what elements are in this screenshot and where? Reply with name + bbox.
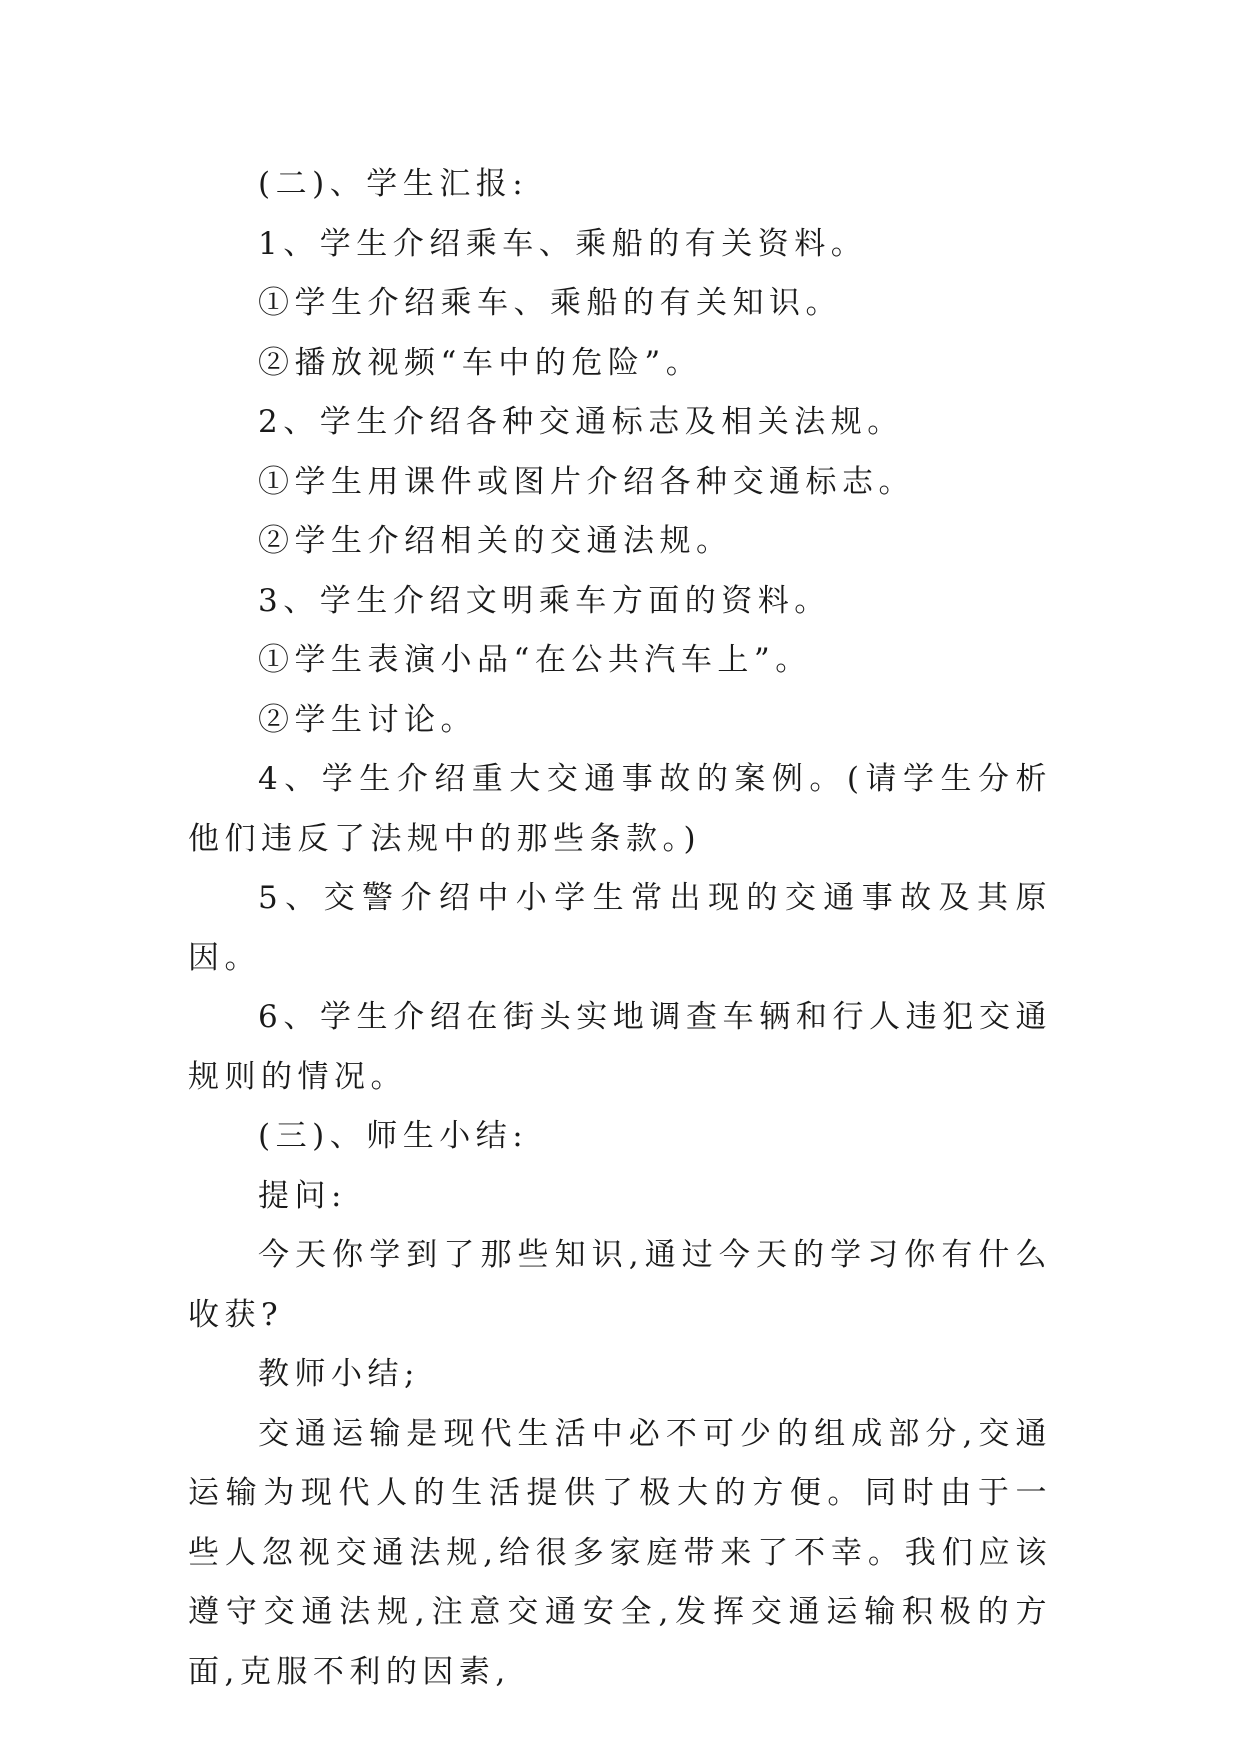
list-item: 3、学生介绍文明乘车方面的资料。: [258, 582, 831, 619]
list-item: 2、学生介绍各种交通标志及相关法规。: [258, 404, 904, 440]
section-heading-summary: (三)、师生小结:: [258, 1118, 529, 1154]
question-text: 今天你学到了那些知识,通过今天的学习你有什么收获?: [188, 1237, 1052, 1333]
list-item: ②播放视频“车中的危险”。: [258, 344, 703, 381]
list-item: 6、学生介绍在街头实地调查车辆和行人违犯交通规则的情况。: [188, 999, 1052, 1095]
list-item: ①学生用课件或图片介绍各种交通标志。: [258, 463, 915, 500]
list-item: 4、学生介绍重大交通事故的案例。(请学生分析他们违反了法规中的那些条款。): [188, 761, 1052, 857]
section-heading-student-report: (二)、学生汇报:: [258, 166, 529, 202]
list-item: ②学生讨论。: [258, 701, 477, 738]
question-label: 提问:: [258, 1177, 347, 1214]
list-item: ①学生表演小品“在公共汽车上”。: [258, 642, 812, 678]
list-item: ②学生介绍相关的交通法规。: [258, 523, 733, 559]
teacher-summary-label: 教师小结;: [258, 1356, 420, 1392]
document-body: [188, 155, 1052, 1702]
teacher-summary-text: 交通运输是现代生活中必不可少的组成部分,交通运输为现代人的生活提供了极大的方便。同时由于一些人忽视交通法规,给很多家庭带来了不幸。我们应该遵守交通法规,注意交通安全,发挥交通运输积极的方面,克服不利的因素,: [188, 1415, 1052, 1690]
list-item: ①学生介绍乘车、乘船的有关知识。: [258, 285, 842, 321]
list-item: 1、学生介绍乘车、乘船的有关资料。: [258, 225, 868, 262]
list-item: 5、交警介绍中小学生常出现的交通事故及其原因。: [188, 880, 1052, 976]
